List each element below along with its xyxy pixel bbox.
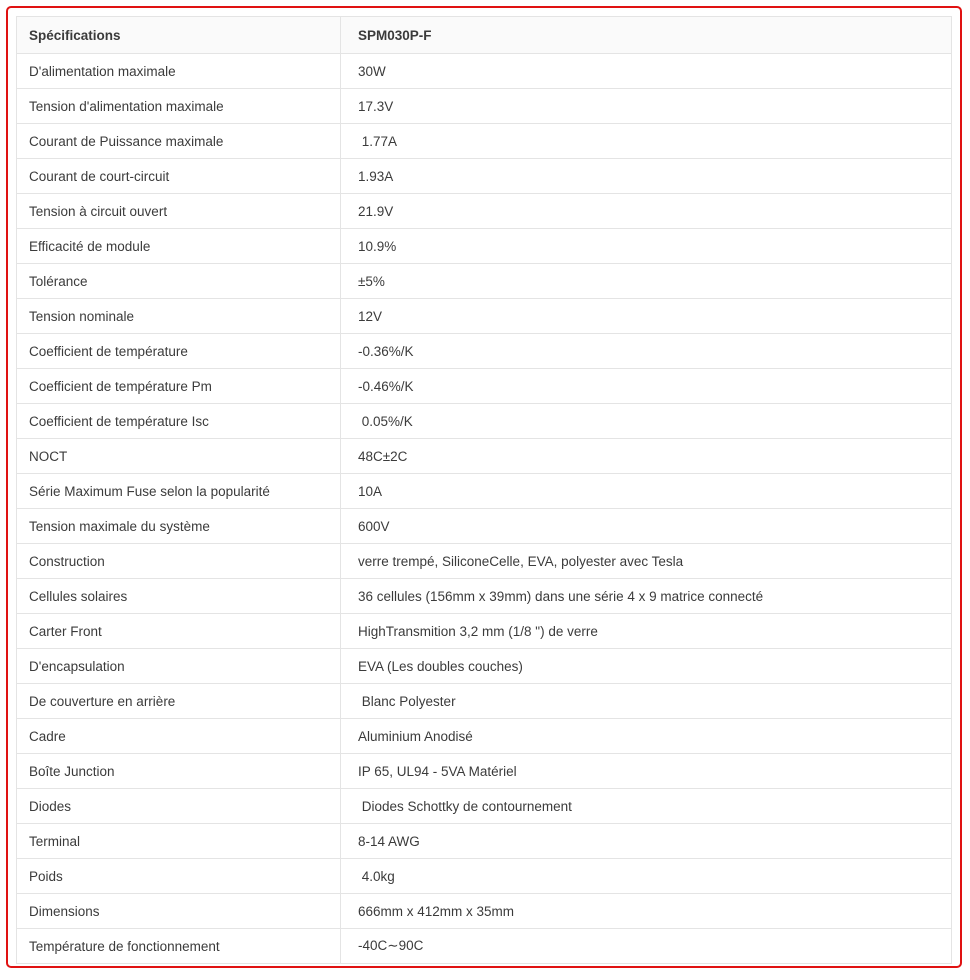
spec-value: 10.9%	[341, 229, 952, 264]
spec-label: Coefficient de température Isc	[17, 404, 341, 439]
table-row	[17, 859, 952, 894]
table-header-row	[17, 17, 952, 54]
spec-value: -0.36%/K	[341, 334, 952, 369]
spec-value: HighTransmition 3,2 mm (1/8 ") de verre	[341, 614, 952, 649]
spec-value: 4.0kg	[341, 859, 952, 894]
table-row	[17, 334, 952, 369]
spec-label: Tension maximale du système	[17, 509, 341, 544]
spec-value: Diodes Schottky de contournement	[341, 789, 952, 824]
spec-value: 1.93A	[341, 159, 952, 194]
table-row	[17, 824, 952, 859]
spec-value: 10A	[341, 474, 952, 509]
spec-label: Courant de Puissance maximale	[17, 124, 341, 159]
spec-label: Tension à circuit ouvert	[17, 194, 341, 229]
table-row	[17, 229, 952, 264]
table-row	[17, 684, 952, 719]
header-specifications: Spécifications	[17, 17, 341, 54]
spec-label: Tension nominale	[17, 299, 341, 334]
table-row	[17, 754, 952, 789]
table-row	[17, 194, 952, 229]
spec-label: Construction	[17, 544, 341, 579]
table-row	[17, 649, 952, 684]
table-row	[17, 299, 952, 334]
red-border-frame	[6, 6, 962, 968]
spec-label: Tolérance	[17, 264, 341, 299]
spec-value: 21.9V	[341, 194, 952, 229]
spec-label: Tension d'alimentation maximale	[17, 89, 341, 124]
specifications-table	[16, 16, 952, 964]
spec-label: Courant de court-circuit	[17, 159, 341, 194]
spec-value: 30W	[341, 54, 952, 89]
spec-label: Terminal	[17, 824, 341, 859]
table-row	[17, 509, 952, 544]
spec-label: D'encapsulation	[17, 649, 341, 684]
spec-label: Cadre	[17, 719, 341, 754]
spec-value: 666mm x 412mm x 35mm	[341, 894, 952, 929]
spec-value: 600V	[341, 509, 952, 544]
spec-label: Boîte Junction	[17, 754, 341, 789]
spec-value: -40C∼90C	[341, 929, 952, 964]
spec-value: 48C±2C	[341, 439, 952, 474]
spec-value: Blanc Polyester	[341, 684, 952, 719]
spec-value: IP 65, UL94 - 5VA Matériel	[341, 754, 952, 789]
table-row	[17, 264, 952, 299]
table-row	[17, 894, 952, 929]
spec-label: Dimensions	[17, 894, 341, 929]
spec-label: Coefficient de température	[17, 334, 341, 369]
spec-value: 1.77A	[341, 124, 952, 159]
table-row	[17, 614, 952, 649]
table-row	[17, 789, 952, 824]
header-model-number: SPM030P-F	[341, 17, 952, 54]
table-row	[17, 369, 952, 404]
table-row	[17, 124, 952, 159]
spec-value: Aluminium Anodisé	[341, 719, 952, 754]
spec-value: 36 cellules (156mm x 39mm) dans une série 4 x 9 matrice connecté	[341, 579, 952, 614]
table-row	[17, 579, 952, 614]
spec-value: verre trempé, SiliconeCelle, EVA, polyester avec Tesla	[341, 544, 952, 579]
table-row	[17, 89, 952, 124]
spec-value: EVA (Les doubles couches)	[341, 649, 952, 684]
spec-value: -0.46%/K	[341, 369, 952, 404]
spec-label: De couverture en arrière	[17, 684, 341, 719]
table-row	[17, 439, 952, 474]
table-row	[17, 544, 952, 579]
spec-value: 12V	[341, 299, 952, 334]
spec-label: Efficacité de module	[17, 229, 341, 264]
spec-label: Température de fonctionnement	[17, 929, 341, 964]
spec-label: NOCT	[17, 439, 341, 474]
spec-value: 8-14 AWG	[341, 824, 952, 859]
spec-label: Coefficient de température Pm	[17, 369, 341, 404]
table-row	[17, 474, 952, 509]
spec-label: Série Maximum Fuse selon la popularité	[17, 474, 341, 509]
spec-label: Poids	[17, 859, 341, 894]
spec-label: D'alimentation maximale	[17, 54, 341, 89]
spec-label: Diodes	[17, 789, 341, 824]
spec-value: ±5%	[341, 264, 952, 299]
spec-label: Cellules solaires	[17, 579, 341, 614]
spec-value: 17.3V	[341, 89, 952, 124]
spec-label: Carter Front	[17, 614, 341, 649]
table-row	[17, 54, 952, 89]
table-body	[17, 54, 952, 964]
table-row	[17, 929, 952, 964]
spec-value: 0.05%/K	[341, 404, 952, 439]
table-row	[17, 404, 952, 439]
table-row	[17, 719, 952, 754]
table-row	[17, 159, 952, 194]
